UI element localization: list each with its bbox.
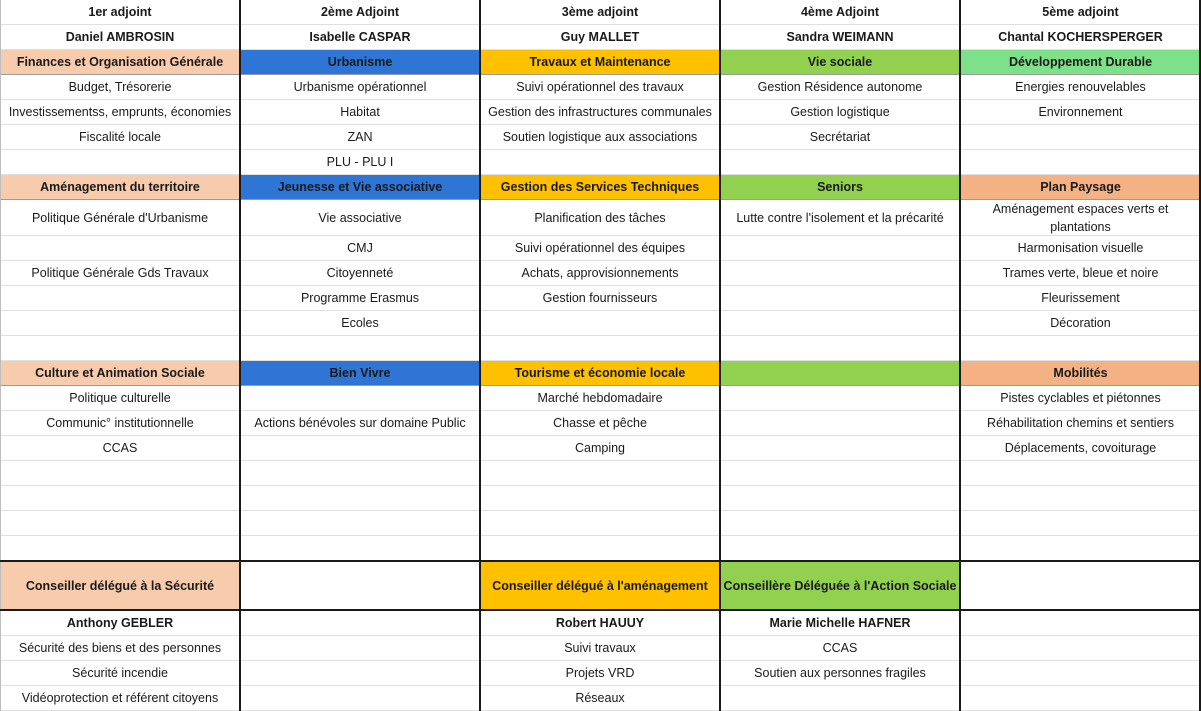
- task-cell: [720, 261, 960, 286]
- task-cell: Habitat: [240, 100, 480, 125]
- task-cell: [720, 436, 960, 461]
- delegate-header: Conseillère Déléguée à l'Action Sociale: [720, 561, 960, 611]
- section-header: Mobilités: [960, 361, 1201, 386]
- section-header: Travaux et Maintenance: [480, 50, 720, 75]
- task-cell: Déplacements, covoiturage: [960, 436, 1201, 461]
- task-cell: Suivi opérationnel des travaux: [480, 75, 720, 100]
- task-cell: [960, 686, 1201, 711]
- task-cell: Projets VRD: [480, 661, 720, 686]
- task-cell: Politique Générale Gds Travaux: [0, 261, 240, 286]
- task-cell: Marché hebdomadaire: [480, 386, 720, 411]
- column-divider: [959, 0, 961, 711]
- task-cell: [0, 286, 240, 311]
- delegate-name: [960, 611, 1201, 636]
- task-cell: [960, 461, 1201, 486]
- task-cell: Citoyenneté: [240, 261, 480, 286]
- task-cell: [480, 536, 720, 561]
- task-cell: Politique Générale d'Urbanisme: [0, 200, 240, 236]
- row-divider: [0, 609, 1201, 611]
- task-cell: Réseaux: [480, 686, 720, 711]
- task-cell: Energies renouvelables: [960, 75, 1201, 100]
- task-cell: CMJ: [240, 236, 480, 261]
- task-cell: Pistes cyclables et piétonnes: [960, 386, 1201, 411]
- task-cell: [240, 336, 480, 361]
- task-cell: Suivi opérationnel des équipes: [480, 236, 720, 261]
- task-cell: Budget, Trésorerie: [0, 75, 240, 100]
- task-cell: Gestion Résidence autonome: [720, 75, 960, 100]
- task-cell: Fleurissement: [960, 286, 1201, 311]
- task-cell: [0, 511, 240, 536]
- task-cell: [720, 386, 960, 411]
- adjoint-name: Sandra WEIMANN: [720, 25, 960, 50]
- task-cell: [720, 311, 960, 336]
- task-cell: [720, 236, 960, 261]
- task-cell: [960, 150, 1201, 175]
- task-cell: Programme Erasmus: [240, 286, 480, 311]
- section-header: Bien Vivre: [240, 361, 480, 386]
- task-cell: [960, 486, 1201, 511]
- section-header: Développement Durable: [960, 50, 1201, 75]
- task-cell: Décoration: [960, 311, 1201, 336]
- column-1: [0, 0, 240, 711]
- task-cell: Actions bénévoles sur domaine Public: [240, 411, 480, 436]
- task-cell: [240, 386, 480, 411]
- adjoint-rank: 2ème Adjoint: [240, 0, 480, 25]
- section-header: Finances et Organisation Générale: [0, 50, 240, 75]
- task-cell: Environnement: [960, 100, 1201, 125]
- task-cell: [960, 125, 1201, 150]
- task-cell: Urbanisme opérationnel: [240, 75, 480, 100]
- task-cell: ZAN: [240, 125, 480, 150]
- section-header: Urbanisme: [240, 50, 480, 75]
- adjoint-rank: 3ème adjoint: [480, 0, 720, 25]
- task-cell: CCAS: [0, 436, 240, 461]
- task-cell: Lutte contre l'isolement et la précarité: [720, 200, 960, 236]
- adjoint-name: Daniel AMBROSIN: [0, 25, 240, 50]
- task-cell: [0, 336, 240, 361]
- task-cell: Secrétariat: [720, 125, 960, 150]
- adjoint-rank: 4ème Adjoint: [720, 0, 960, 25]
- task-cell: Fiscalité locale: [0, 125, 240, 150]
- adjoint-name: Guy MALLET: [480, 25, 720, 50]
- delegate-header: [960, 561, 1201, 611]
- task-cell: [720, 536, 960, 561]
- task-cell: [960, 661, 1201, 686]
- delegate-name: [240, 611, 480, 636]
- section-header: Seniors: [720, 175, 960, 200]
- task-cell: [240, 661, 480, 686]
- task-cell: Investissementss, emprunts, économies: [0, 100, 240, 125]
- task-cell: [240, 436, 480, 461]
- section-header: Plan Paysage: [960, 175, 1201, 200]
- task-cell: [960, 336, 1201, 361]
- task-cell: Ecoles: [240, 311, 480, 336]
- delegate-name: Anthony GEBLER: [0, 611, 240, 636]
- task-cell: [720, 150, 960, 175]
- column-divider: [479, 0, 481, 711]
- section-header: Tourisme et économie locale: [480, 361, 720, 386]
- task-cell: Vidéoprotection et référent citoyens: [0, 686, 240, 711]
- task-cell: Soutien aux personnes fragiles: [720, 661, 960, 686]
- task-cell: [240, 536, 480, 561]
- delegate-header: Conseiller délégué à l'aménagement: [480, 561, 720, 611]
- task-cell: [240, 461, 480, 486]
- task-cell: Politique culturelle: [0, 386, 240, 411]
- task-cell: Gestion des infrastructures communales: [480, 100, 720, 125]
- delegate-name: Robert HAUUY: [480, 611, 720, 636]
- task-cell: [480, 511, 720, 536]
- task-cell: Gestion logistique: [720, 100, 960, 125]
- section-header: Gestion des Services Techniques: [480, 175, 720, 200]
- task-cell: Achats, approvisionnements: [480, 261, 720, 286]
- task-cell: [240, 636, 480, 661]
- column-5: [960, 0, 1201, 711]
- column-divider: [239, 0, 241, 711]
- task-cell: Sécurité des biens et des personnes: [0, 636, 240, 661]
- task-cell: [0, 461, 240, 486]
- section-header: Vie sociale: [720, 50, 960, 75]
- adjoint-rank: 5ème adjoint: [960, 0, 1201, 25]
- column-3: [480, 0, 720, 711]
- task-cell: Harmonisation visuelle: [960, 236, 1201, 261]
- task-cell: [240, 686, 480, 711]
- adjoint-rank: 1er adjoint: [0, 0, 240, 25]
- task-cell: Gestion fournisseurs: [480, 286, 720, 311]
- task-cell: [720, 336, 960, 361]
- task-cell: [240, 511, 480, 536]
- task-cell: PLU - PLU I: [240, 150, 480, 175]
- adjoint-name: Isabelle CASPAR: [240, 25, 480, 50]
- task-cell: Soutien logistique aux associations: [480, 125, 720, 150]
- task-cell: Réhabilitation chemins et sentiers: [960, 411, 1201, 436]
- task-cell: [720, 511, 960, 536]
- section-header: Aménagement du territoire: [0, 175, 240, 200]
- task-cell: [0, 236, 240, 261]
- section-header: Jeunesse et Vie associative: [240, 175, 480, 200]
- row-divider: [0, 560, 1201, 562]
- task-cell: [960, 636, 1201, 661]
- task-cell: [720, 286, 960, 311]
- task-cell: [480, 461, 720, 486]
- task-cell: [0, 311, 240, 336]
- task-cell: [480, 336, 720, 361]
- task-cell: [0, 150, 240, 175]
- delegate-name: Marie Michelle HAFNER: [720, 611, 960, 636]
- task-cell: CCAS: [720, 636, 960, 661]
- task-cell: [720, 486, 960, 511]
- task-cell: Vie associative: [240, 200, 480, 236]
- task-cell: [480, 311, 720, 336]
- task-cell: Communic° institutionnelle: [0, 411, 240, 436]
- task-cell: Camping: [480, 436, 720, 461]
- section-header: [720, 361, 960, 386]
- delegate-header: Conseiller délégué à la Sécurité: [0, 561, 240, 611]
- task-cell: [480, 486, 720, 511]
- section-header: Culture et Animation Sociale: [0, 361, 240, 386]
- task-cell: [0, 536, 240, 561]
- adjoint-name: Chantal KOCHERSPERGER: [960, 25, 1201, 50]
- task-cell: [480, 150, 720, 175]
- task-cell: [720, 411, 960, 436]
- column-2: [240, 0, 480, 711]
- task-cell: Suivi travaux: [480, 636, 720, 661]
- column-divider: [719, 0, 721, 711]
- column-4: [720, 0, 960, 711]
- task-cell: Sécurité incendie: [0, 661, 240, 686]
- task-cell: Planification des tâches: [480, 200, 720, 236]
- task-cell: [960, 536, 1201, 561]
- task-cell: [960, 511, 1201, 536]
- task-cell: [720, 686, 960, 711]
- task-cell: [720, 461, 960, 486]
- task-cell: Chasse et pêche: [480, 411, 720, 436]
- task-cell: [240, 486, 480, 511]
- task-cell: Trames verte, bleue et noire: [960, 261, 1201, 286]
- task-cell: Aménagement espaces verts et plantations: [960, 200, 1201, 236]
- column-divider: [0, 0, 1, 711]
- task-cell: [0, 486, 240, 511]
- delegate-header: [240, 561, 480, 611]
